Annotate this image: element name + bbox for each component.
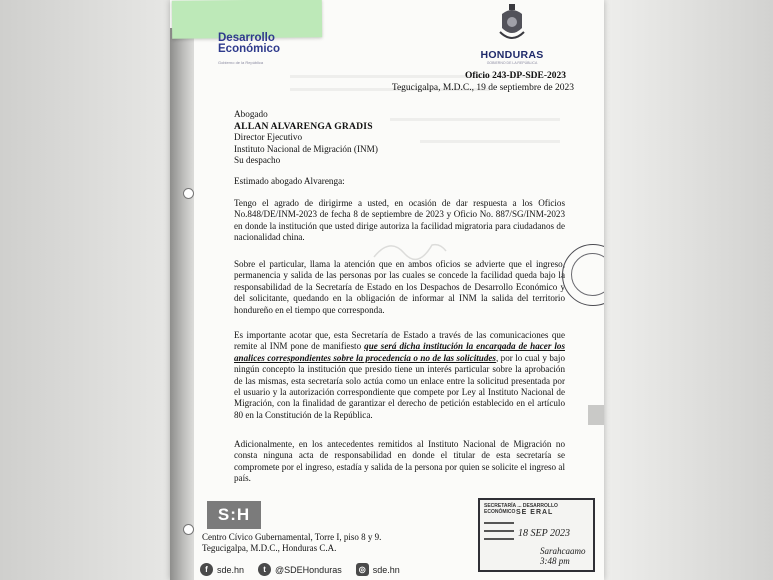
footer-address-line2: Tegucigalpa, M.D.C., Honduras C.A. [202, 543, 337, 554]
recipient-position: Director Ejecutivo [234, 132, 303, 143]
org-logo-sub: Gobierno de la República [218, 60, 264, 65]
stamp-header: SECRETARÍA ... DESARROLLO ECONÓMICO [484, 503, 558, 515]
received-stamp [478, 498, 595, 572]
stamp-lines [484, 522, 514, 546]
social-instagram[interactable]: sde.hn [372, 564, 400, 575]
stamp-header-2: SE ERAL [516, 509, 554, 516]
document-page [170, 0, 604, 580]
recipient-name: ALLAN ALVARENGA GRADIS [234, 120, 373, 132]
coat-of-arms-icon [499, 2, 525, 44]
paragraph-4: Adicionalmente, en los antecedentes remitidos al Instituto Nacional de Migración no consta ninguna acta de responsabilidad en donde el titular de esta secretaría se compromete por el ingreso, estadía y salida de la persona por quien se solicite el ingreso al país. [234, 439, 565, 484]
greeting: Estimado abogado Alvarenga: [234, 176, 345, 186]
official-seal [562, 244, 604, 306]
binder-strip [170, 28, 194, 580]
paragraph-3-start: Es importante acotar que, esta Secretaría de Estado a través de las comunicaciones que remite al INM pone de manifiesto [234, 330, 565, 352]
org-logo-line1: Desarrollo [218, 32, 275, 44]
faint-signature [370, 235, 450, 265]
letter-reference: Oficio 243-DP-SDE-2023 [464, 71, 566, 81]
paragraph-3 [234, 330, 565, 421]
background-right [604, 0, 773, 580]
paragraph-3-emphasis: que será dicha institución la encargada de hacer los analices correspondientes sobre la procedencia o no de las solicitudes [234, 341, 565, 363]
punch-hole [183, 188, 194, 199]
paragraph-3-end: , por lo cual y bajo ningún concepto la institución que presido tiene un interés particular sobre la aprobación de las mismas, esta secretaría solo actúa como un enlace entre la solicitud presentada por el usuario y la autorización correspondiente que compete por Ley al Instituto Nacional de Migración, con la finalidad de garantizar el derecho de petición establecido en el artículo 80 en la Constitución de la República. [234, 352, 565, 420]
instagram-icon[interactable]: ◎ [356, 563, 369, 576]
org-logo-line2: Económico [218, 43, 280, 55]
footer-logo: S:H [207, 501, 261, 529]
country-logo [467, 2, 557, 65]
recipient-institution: Instituto Nacional de Migración (INM) [234, 143, 378, 154]
footer-address-line1: Centro Cívico Gubernamental, Torre I, piso 8 y 9. [202, 532, 382, 542]
bleed-through [420, 140, 560, 143]
bleed-through [390, 118, 560, 121]
country-logo-sub: GOBIERNO DE LA REPÚBLICA [486, 61, 538, 65]
paragraph-2: Sobre el particular, llama la atención que en ambos oficios se advierte que el ingreso, permanencia y salida de las personas por las cuales se concede la facilidad queda bajo la responsabilidad de la Secretaría de Estado en los Despachos de Desarrollo Económico y del solicitante, quedando en la obligación de informar al INM la salida del territorio hondureño en el tiempo que corresponda. [234, 259, 565, 315]
stamp-signature: Sarahcaamo 3:48 pm [540, 546, 586, 566]
stamp-date: 18 SEP 2023 [518, 528, 571, 539]
facebook-icon[interactable]: f [200, 563, 213, 576]
twitter-icon[interactable]: t [258, 563, 271, 576]
paragraph-1: Tengo el agrado de dirigirme a usted, en ocasión de dar respuesta a los Oficios No.848/DE/INM-2023 de fecha 8 de septiembre de 2023 y Oficio No. 887/SG/INM-2023 en donde la institución que usted dirige autoriza la facilidad migratoria para ciudadanos de nacionalidad china. [234, 198, 565, 243]
country-logo-text: HONDURAS [480, 49, 544, 61]
social-twitter[interactable]: @SDEHonduras [275, 564, 342, 575]
recipient-office: Su despacho [234, 155, 281, 166]
letter-place-date: Tegucigalpa, M.D.C., 19 de septiembre de 2023 [391, 83, 574, 93]
footer-social [200, 563, 400, 576]
recipient-block [234, 109, 378, 167]
edge-tab [588, 405, 604, 425]
org-logo [218, 33, 280, 68]
punch-hole [183, 524, 194, 535]
footer-address [202, 532, 381, 555]
background-left [0, 0, 172, 580]
recipient-title: Abogado [234, 109, 268, 119]
social-web[interactable]: sde.hn [217, 564, 245, 575]
